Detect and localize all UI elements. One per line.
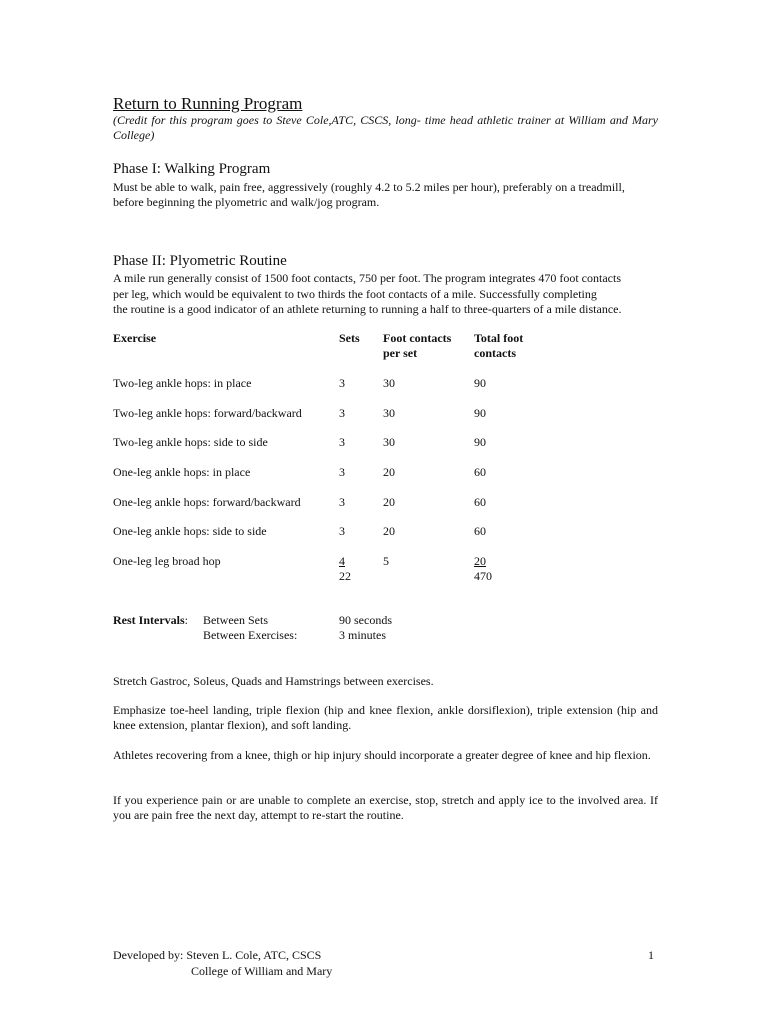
table-row-sets: 3 (339, 495, 345, 509)
rest-between-exercises-value: 3 minutes (339, 628, 386, 642)
header-exercise: Exercise (113, 331, 157, 345)
sets-sum: 22 (339, 569, 351, 583)
phase1-heading: Phase I: Walking Program (113, 161, 271, 177)
rest-intervals-label (113, 613, 188, 628)
header-sets: Sets (339, 331, 360, 345)
rest-between-sets-value: 90 seconds (339, 613, 392, 627)
header-contacts: contacts (474, 346, 516, 360)
footer-developed-by: Developed by: Steven L. Cole, ATC, CSCS (113, 948, 322, 962)
rest-between-sets-label: Between Sets (203, 613, 268, 627)
table-row-per-set: 20 (383, 465, 395, 479)
table-row-sets: 4 (339, 554, 345, 568)
rest-between-exercises-label: Between Exercises: (203, 628, 298, 642)
emphasize-note: Emphasize toe-heel landing, triple flexion (hip and knee flexion, ankle dorsiflexion), triple extension (hip and knee extension, plantar flexion), and soft landing. (113, 703, 658, 732)
table-row-total: 60 (474, 524, 486, 538)
phase1-line-1: Must be able to walk, pain free, aggressively (roughly 4.2 to 5.2 miles per hour), preferably on a treadmill, (113, 180, 625, 194)
stretch-note: Stretch Gastroc, Soleus, Quads and Hamstrings between exercises. (113, 674, 434, 688)
athletes-note: Athletes recovering from a knee, thigh or hip injury should incorporate a greater degree of knee and hip flexion. (113, 748, 651, 762)
pain-note: If you experience pain or are unable to complete an exercise, stop, stretch and apply ice to the involved area. If you are pain free the next day, attempt to re-start the routine. (113, 793, 658, 822)
table-row-total: 90 (474, 406, 486, 420)
rest-intervals-colon: : (184, 613, 188, 627)
table-row-total: 90 (474, 435, 486, 449)
phase2-heading: Phase II: Plyometric Routine (113, 253, 287, 269)
total-sum: 470 (474, 569, 492, 583)
table-row-exercise: One-leg ankle hops: in place (113, 465, 251, 479)
table-row-exercise: Two-leg ankle hops: side to side (113, 435, 268, 449)
footer-college: College of William and Mary (191, 964, 333, 978)
phase2-line-3: the routine is a good indicator of an athlete returning to running a half to three-quarters of a mile distance. (113, 302, 622, 316)
table-row-per-set: 30 (383, 376, 395, 390)
table-row-sets: 3 (339, 524, 345, 538)
table-row-sets: 3 (339, 376, 345, 390)
table-row-per-set: 5 (383, 554, 389, 568)
table-row-exercise: One-leg ankle hops: forward/backward (113, 495, 301, 509)
document-title: Return to Running Program (113, 94, 303, 113)
table-row-per-set: 20 (383, 495, 395, 509)
table-row-per-set: 20 (383, 524, 395, 538)
phase2-line-2: per leg, which would be equivalent to two thirds the foot contacts of a mile. Successfully completing (113, 287, 597, 301)
credit-note: (Credit for this program goes to Steve Cole,ATC, CSCS, long- time head athletic trainer at William and Mary College) (113, 113, 658, 142)
rest-intervals-title: Rest Intervals (113, 613, 185, 627)
table-row-sets: 3 (339, 435, 345, 449)
header-per-set: per set (383, 346, 418, 360)
table-row-exercise: One-leg leg broad hop (113, 554, 221, 568)
table-row-per-set: 30 (383, 435, 395, 449)
table-row-exercise: Two-leg ankle hops: in place (113, 376, 252, 390)
table-row-exercise: Two-leg ankle hops: forward/backward (113, 406, 302, 420)
table-row-per-set: 30 (383, 406, 395, 420)
table-row-total: 20 (474, 554, 486, 568)
table-row-sets: 3 (339, 406, 345, 420)
header-total-foot: Total foot (474, 331, 524, 345)
table-row-total: 60 (474, 495, 486, 509)
page-number: 1 (648, 948, 654, 962)
table-row-exercise: One-leg ankle hops: side to side (113, 524, 267, 538)
table-row-total: 60 (474, 465, 486, 479)
phase1-line-2: before beginning the plyometric and walk/jog program. (113, 195, 380, 209)
phase2-line-1: A mile run generally consist of 1500 foot contacts, 750 per foot. The program integrates 470 foot contacts (113, 271, 621, 285)
table-row-sets: 3 (339, 465, 345, 479)
table-row-total: 90 (474, 376, 486, 390)
header-foot-contacts: Foot contacts (383, 331, 452, 345)
